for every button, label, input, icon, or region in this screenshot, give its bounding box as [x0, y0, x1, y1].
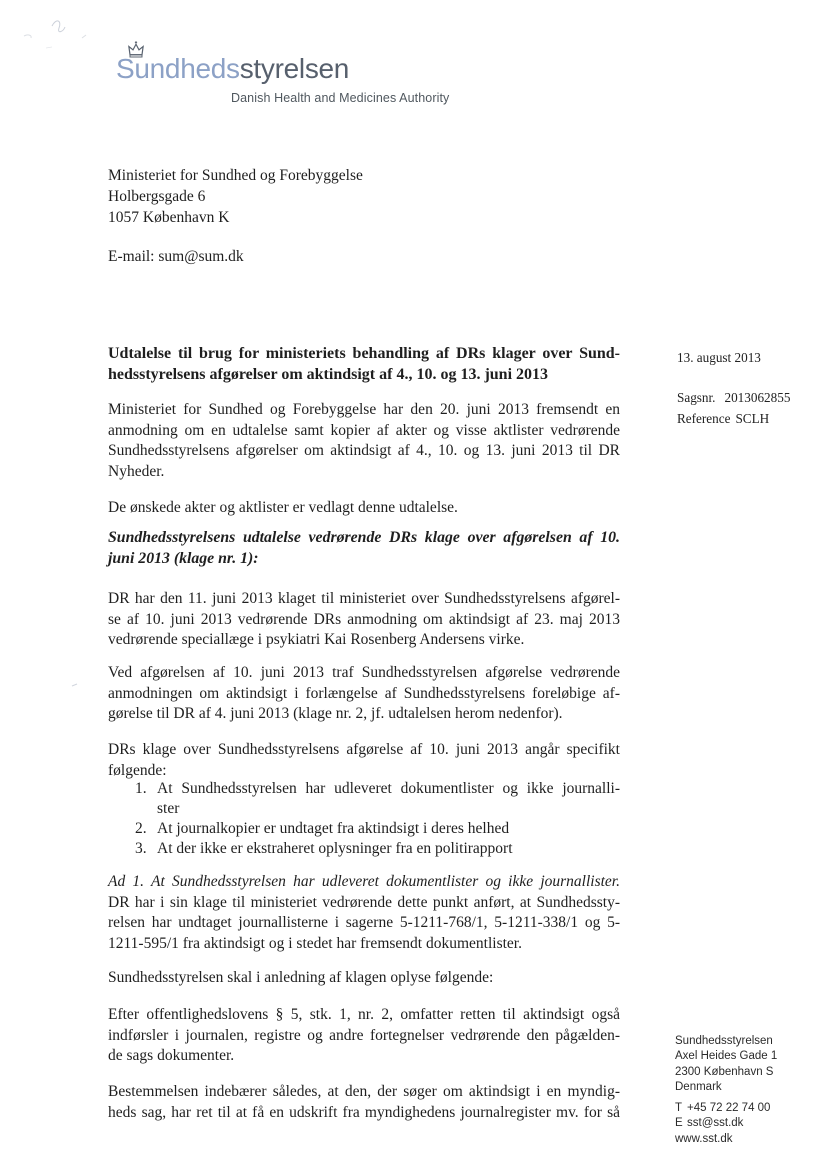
list-item — [108, 779, 620, 819]
recipient-line: Ministeriet for Sundhed og Forebyggelse — [108, 167, 363, 184]
list-item-number: 2. — [135, 820, 147, 837]
paragraph-line: Nyheder. — [108, 462, 165, 480]
recipient-line: 1057 København K — [108, 209, 230, 226]
paragraph-line: 1211-595/1 fra aktindsigt og i stedet har fremsendt dokumentlister. — [108, 934, 522, 952]
paragraph-line: De ønskede akter og aktlister er vedlagt denne udtalelse. — [108, 499, 458, 516]
paragraph — [108, 589, 620, 651]
paragraph-line: heds sag, har ret til at få en udskrift fra myndighedens journalregister mv. for så — [108, 1103, 620, 1121]
list-item-line: ster — [157, 800, 180, 817]
letter-date: 13. august 2013 — [677, 350, 761, 365]
paragraph-line: Ved afgørelsen af 10. juni 2013 traf Sundhedsstyrelsen afgørelse vedrørende — [108, 664, 620, 681]
sender-contact — [675, 1101, 820, 1147]
phone-value: +45 72 22 74 00 — [687, 1102, 771, 1114]
paragraph — [108, 740, 620, 781]
reference-value: SCLH — [735, 411, 770, 426]
list-item-line: At Sundhedsstyrelsen har udleveret dokumentlister og ikke journalli- — [157, 780, 620, 797]
paragraph — [108, 498, 620, 519]
title-line: hedsstyrelsens afgørelser om aktindsigt af 4., 10. og 13. juni 2013 — [108, 365, 549, 383]
paragraph-line: vedrørende speciallæge i psykiatri Kai Rosenberg Andersens virke. — [108, 631, 525, 649]
list-item-line: At der ikke er ekstraheret oplysninger fra en politirapport — [157, 840, 513, 857]
paragraph-line: DRs klage over Sundhedsstyrelsens afgørelse af 10. juni 2013 angår specifikt — [108, 741, 620, 758]
paragraph-line: relsen har undtaget journallisterne i sagerne 5-1211-768/1, 5-1211-338/1 og 5- — [108, 914, 620, 932]
document-title — [108, 344, 620, 385]
list-item-number: 3. — [135, 840, 147, 857]
paragraph-line: Ministeriet for Sundhed og Forebyggelse har den 20. juni 2013 fremsendt en — [108, 401, 620, 418]
numbered-list — [108, 779, 620, 859]
paragraph-line: DR har den 11. juni 2013 klaget til ministeriet over Sundhedsstyrelsens afgørel- — [108, 590, 620, 607]
paragraph — [108, 400, 620, 482]
paragraph-line: anmodning om en udtalelse samt kopier af akter og visse aktlister vedrørende — [108, 421, 620, 439]
email-label: E — [675, 1117, 683, 1130]
recipient-address — [108, 165, 363, 228]
paragraph — [108, 1082, 620, 1123]
list-item — [108, 839, 620, 859]
sender-city: 2300 København S — [675, 1065, 774, 1078]
paragraph-line: Efter offentlighedslovens § 5, stk. 1, nr. 2, omfatter retten til aktindsigt også — [108, 1006, 620, 1023]
paragraph-line: Sundhedsstyrelsen skal i anledning af klagen oplyse følgende: — [108, 969, 494, 986]
list-item — [108, 819, 620, 839]
sender-phone — [675, 1101, 820, 1116]
sender-street: Axel Heides Gade 1 — [675, 1050, 778, 1063]
case-number-label: Sagsnr. — [677, 390, 716, 405]
paragraph-line: anmodningen om aktindsigt i forlængelse af Sundhedsstyrelsens foreløbige af- — [108, 684, 620, 702]
paragraph-line: Sundhedsstyrelsens afgørelser om aktindsigt af 4., 10. og 13. juni 2013 til DR — [108, 442, 620, 460]
scan-artifact — [16, 12, 106, 52]
sender-country: Denmark — [675, 1080, 722, 1093]
logo-wordmark-light: Sundheds — [116, 53, 240, 84]
title-line: Udtalelse til brug for ministeriets behandling af DRs klager over Sund- — [108, 345, 620, 362]
sender-org: Sundhedsstyrelsen — [675, 1035, 773, 1047]
paragraph-line: Bestemmelsen indebærer således, at den, der søger om aktindsigt i en myndig- — [108, 1083, 620, 1100]
sender-address — [675, 1034, 820, 1095]
recipient-email: E-mail: sum@sum.dk — [108, 248, 244, 265]
logo-wordmark — [116, 54, 349, 85]
ad1-section — [108, 872, 620, 954]
paragraph-line: se af 10. juni 2013 vedrørende DRs anmodning om aktindsigt af 23. maj 2013 — [108, 610, 620, 628]
list-item-number: 1. — [135, 780, 147, 797]
reference-label: Reference — [677, 411, 731, 426]
scan-artifact — [70, 680, 82, 690]
paragraph-line: indførsler i journalen, registre og andre fortegnelser vedrørende den pågælden- — [108, 1026, 620, 1044]
email-value: sst@sst.dk — [687, 1117, 744, 1130]
sender-web: www.sst.dk — [675, 1132, 733, 1145]
logo-wordmark-dark: styrelsen — [239, 53, 350, 84]
paragraph-line: gørelse til DR af 4. juni 2013 (klage nr. 2, jf. udtalelsen herom nedenfor). — [108, 705, 563, 723]
section-heading-line: juni 2013 (klage nr. 1): — [108, 549, 259, 567]
case-number-value: 2013062855 — [724, 390, 791, 405]
logo-tagline: Danish Health and Medicines Authority — [231, 91, 450, 105]
paragraph — [108, 663, 620, 725]
recipient-line: Holbergsgade 6 — [108, 188, 206, 205]
reference — [677, 411, 822, 427]
section-heading — [108, 528, 620, 569]
paragraph-line: DR har i sin klage til ministeriet vedrørende dette punkt anført, at Sundhedssty- — [108, 893, 620, 911]
ad1-heading: Ad 1. At Sundhedsstyrelsen har udleveret dokumentlister og ikke journallister. — [108, 873, 620, 890]
phone-label: T — [675, 1102, 683, 1114]
case-number — [677, 390, 822, 406]
paragraph — [108, 968, 620, 989]
section-heading-line: Sundhedsstyrelsens udtalelse vedrørende DRs klage over afgørelsen af 10. — [108, 529, 620, 546]
list-item-line: At journalkopier er undtaget fra aktindsigt i deres helhed — [157, 820, 510, 837]
sender-email — [675, 1116, 820, 1131]
paragraph-line: følgende: — [108, 761, 167, 779]
paragraph-line: de sags dokumenter. — [108, 1047, 235, 1065]
paragraph — [108, 1005, 620, 1067]
